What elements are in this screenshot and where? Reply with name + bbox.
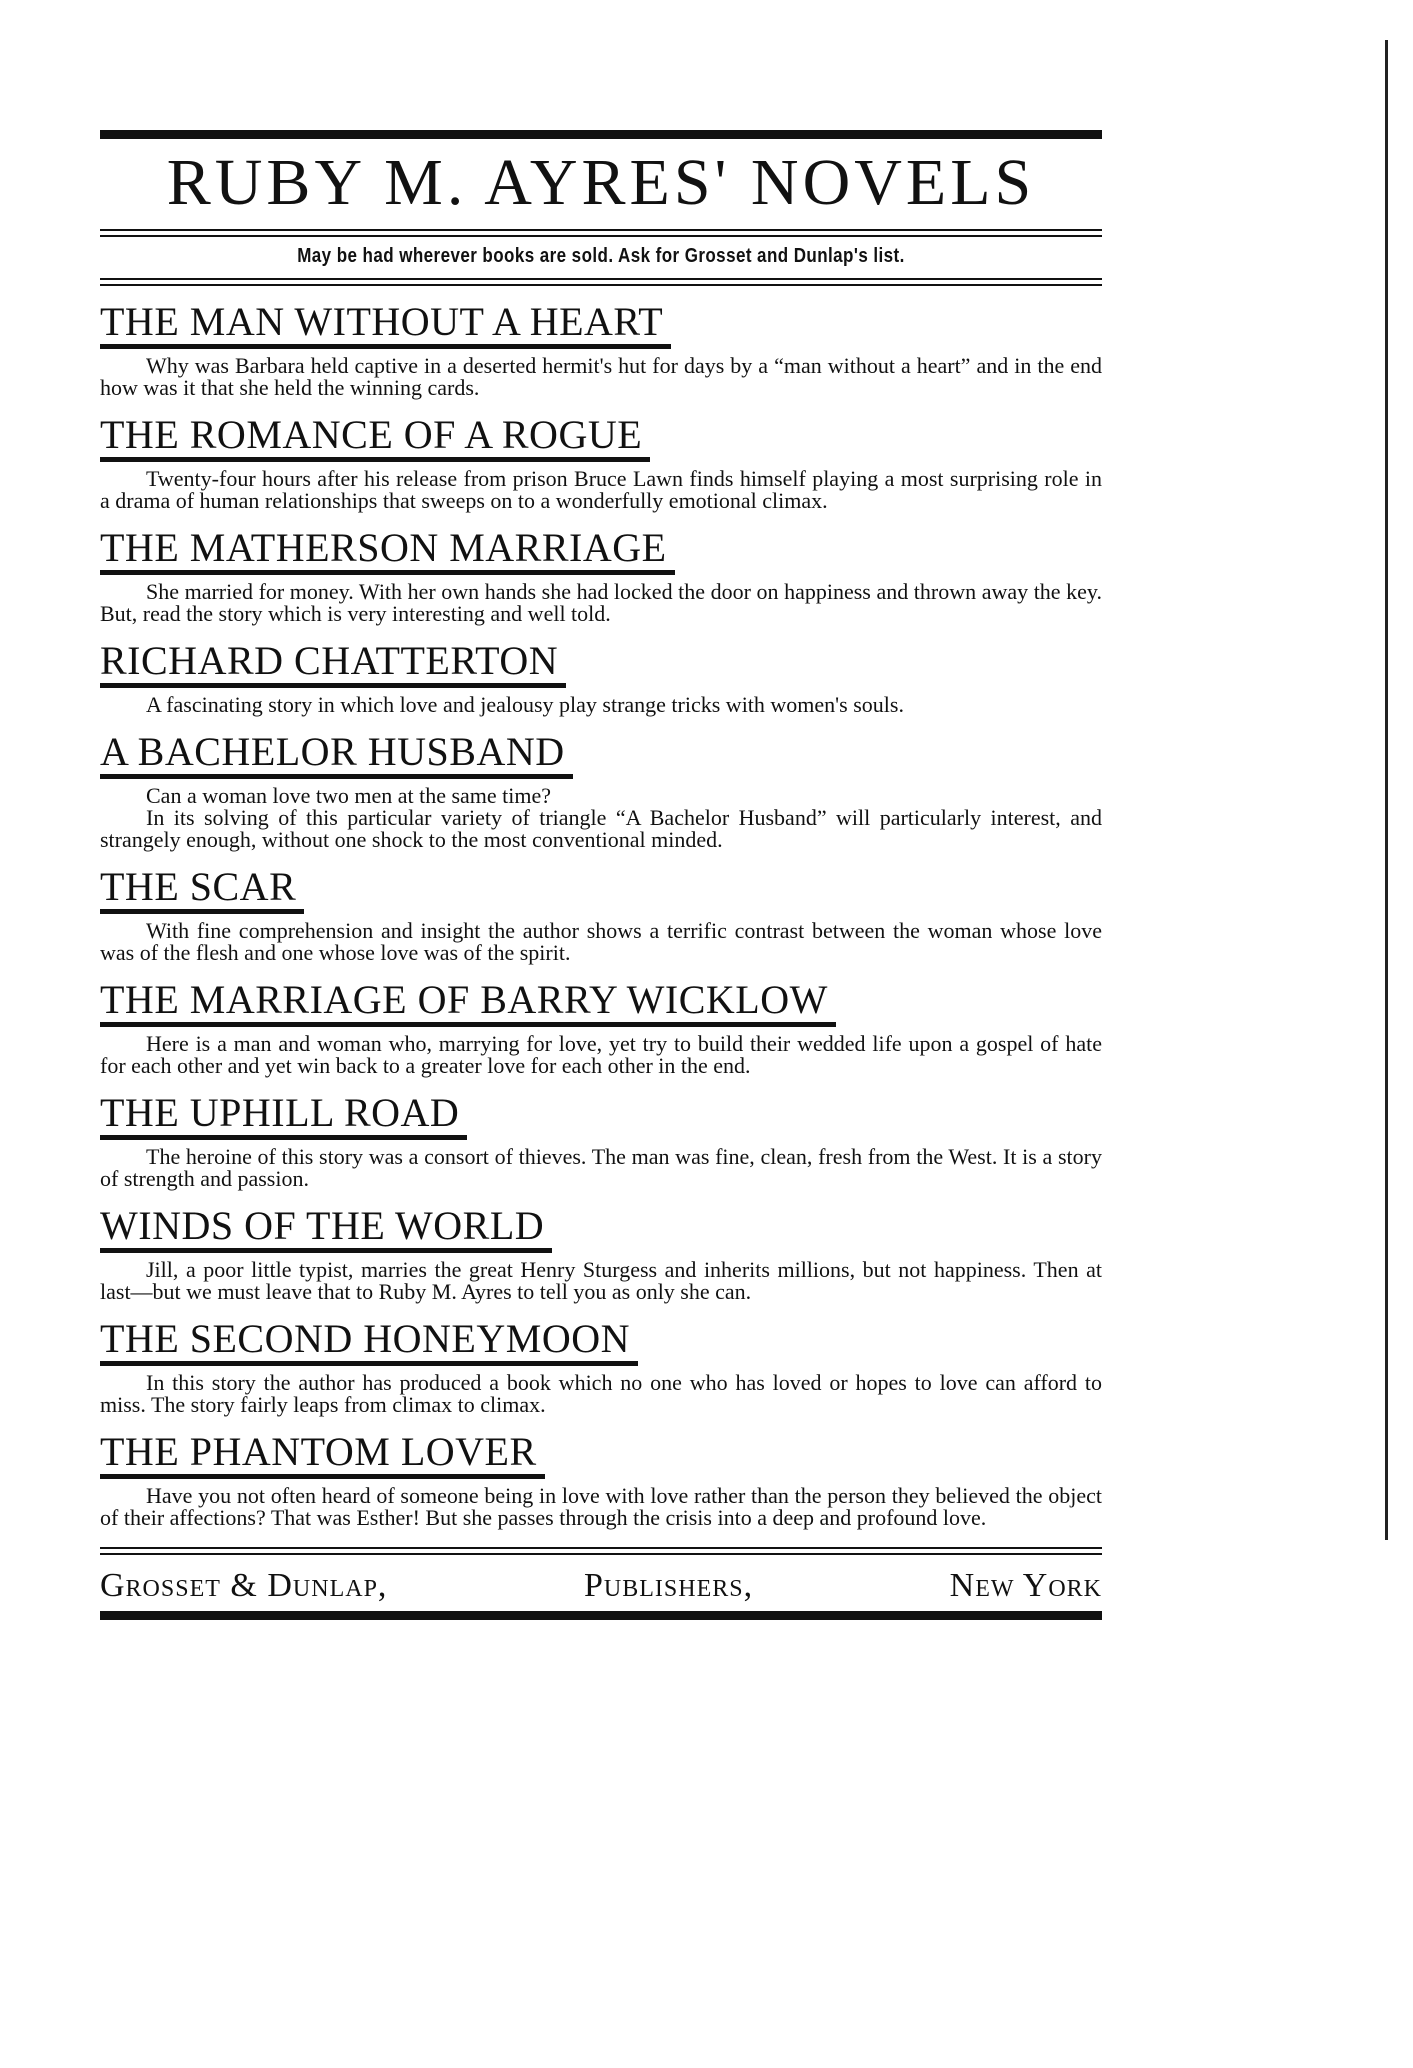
book-description-continued: In its solving of this particular variety of triangle “A Bachelor Husband” will particularly interest, and strangely enough, without one shock to the most conventional minded. <box>100 805 1102 852</box>
book-description <box>100 785 1102 851</box>
book-entry <box>100 1091 1102 1190</box>
book-description: She married for money. With her own hands she had locked the door on happiness and thrown away the key. But, read the story which is very interesting and well told. <box>100 579 1102 626</box>
book-title: THE PHANTOM LOVER <box>100 1430 545 1479</box>
book-description-question: Can a woman love two men at the same time? <box>146 783 552 808</box>
book-description: Jill, a poor little typist, marries the great Henry Sturgess and inherits millions, but not happiness. Then at last—but we must leave that to Ruby M. Ayres to tell you as only she can. <box>100 1257 1102 1304</box>
book-title: RICHARD CHATTERTON <box>100 639 566 688</box>
book-description: Why was Barbara held captive in a deserted hermit's hut for days by a “man without a heart” and in the end how was it that she held the winning cards. <box>100 353 1102 400</box>
publisher-name: Grosset & Dunlap, <box>100 1567 388 1604</box>
book-description: Twenty-four hours after his release from prison Bruce Lawn finds himself playing a most surprising role in a drama of human relationships that sweeps on to a wonderfully emotional climax. <box>100 466 1102 513</box>
title-double-rule <box>100 229 1102 237</box>
book-entry <box>100 730 1102 851</box>
footer-double-rule <box>100 1547 1102 1555</box>
book-entry <box>100 1317 1102 1416</box>
page-edge-line <box>1385 40 1388 1540</box>
book-description: A fascinating story in which love and jealousy play strange tricks with women's souls. <box>146 692 904 717</box>
top-rule <box>100 130 1102 139</box>
book-description: Have you not often heard of someone being in love with love rather than the person they believed the object of their affections? That was Esther! But she passes through the crisis into a deep and profound love. <box>100 1483 1102 1530</box>
book-description: With fine comprehension and insight the author shows a terrific contrast between the woman whose love was of the flesh and one whose love was of the spirit. <box>100 918 1102 965</box>
publisher-city: New York <box>949 1567 1102 1604</box>
book-title: THE SCAR <box>100 865 304 914</box>
book-description: The heroine of this story was a consort of thieves. The man was fine, clean, fresh from the West. It is a story of strength and passion. <box>100 1144 1102 1191</box>
book-entry <box>100 978 1102 1077</box>
advertisement-page <box>100 130 1102 1620</box>
book-entry <box>100 1204 1102 1303</box>
book-title: THE ROMANCE OF A ROGUE <box>100 413 650 462</box>
subtitle-double-rule <box>100 278 1102 286</box>
book-title: THE UPHILL ROAD <box>100 1091 467 1140</box>
publisher-role: Publishers, <box>583 1567 754 1604</box>
book-entry <box>100 865 1102 964</box>
book-title: A BACHELOR HUSBAND <box>100 730 573 779</box>
publisher-footer <box>100 1567 1102 1605</box>
book-description: Here is a man and woman who, marrying for love, yet try to build their wedded life upon a gospel of hate for each other and yet win back to a greater love for each other in the end. <box>100 1031 1102 1078</box>
book-entry <box>100 300 1102 399</box>
book-title: THE MAN WITHOUT A HEART <box>100 300 671 349</box>
book-entry <box>100 1430 1102 1529</box>
book-title: THE SECOND HONEYMOON <box>100 1317 638 1366</box>
book-title: THE MARRIAGE OF BARRY WICKLOW <box>100 978 836 1027</box>
book-description: In this story the author has produced a book which no one who has loved or hopes to love can afford to miss. The story fairly leaps from climax to climax. <box>100 1370 1102 1417</box>
book-title: THE MATHERSON MARRIAGE <box>100 526 675 575</box>
book-entry <box>100 413 1102 512</box>
book-entry <box>100 639 1102 716</box>
page-title: RUBY M. AYRES' NOVELS <box>166 146 1036 219</box>
subtitle: May be had wherever books are sold. Ask for Grosset and Dunlap's list. <box>297 245 905 267</box>
book-title: WINDS OF THE WORLD <box>100 1204 552 1253</box>
bottom-rule <box>100 1611 1102 1620</box>
book-entry <box>100 526 1102 625</box>
